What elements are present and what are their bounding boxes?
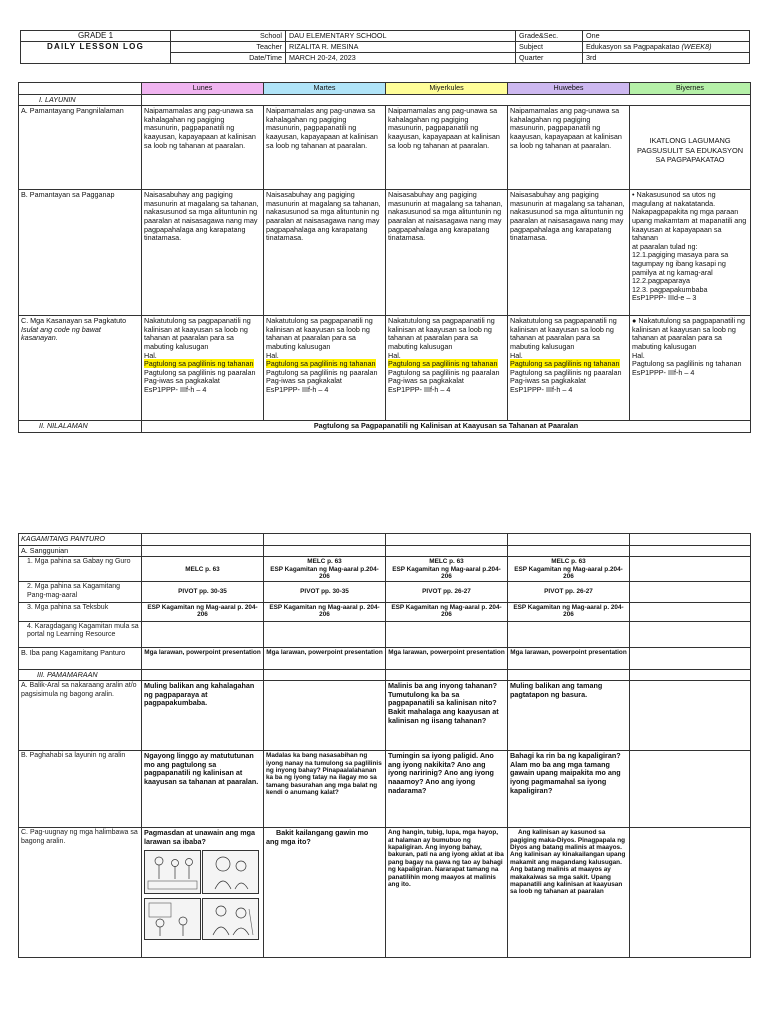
row-label-kasanayan bbox=[19, 316, 142, 421]
a-martes: Naipamamalas ang pag-unawa sa kahalagahan ng pagiging masunurin, pagpapanatili ng kaayusan, kapayapaan at kalinisan sa loob ng tahanan at paaralan. bbox=[264, 106, 386, 190]
b-huwebes: Naisasabuhay ang pagiging masunurin at magalang sa tahanan, nakasusunod sa mga alituntunin ng paaralan at naisasagawa nang may pagpapahalaga ang karapatang tinatamasa. bbox=[508, 190, 630, 316]
pa-martes bbox=[264, 681, 386, 751]
c-huwebes bbox=[508, 316, 630, 421]
blank bbox=[508, 621, 630, 647]
corner-cell bbox=[19, 83, 142, 95]
c-line: Pagtulong sa paglilinis ng paaralan bbox=[388, 367, 500, 377]
blank bbox=[630, 647, 751, 669]
blank bbox=[142, 621, 264, 647]
r3-miyerkules: ESP Kagamitan ng Mag-aaral p. 204-206 bbox=[386, 602, 508, 621]
b-biyernes-line: EsP1PPP- IIId-e – 3 bbox=[632, 293, 697, 303]
section-kagamitan: KAGAMITANG PANTURO bbox=[19, 534, 142, 546]
blank bbox=[508, 545, 630, 557]
section-layunin: I. LAYUNIN bbox=[19, 94, 142, 106]
c-line: Pag-iwas sa pagkakalat bbox=[388, 376, 464, 386]
c-miyerkules bbox=[386, 316, 508, 421]
pc-illustrations bbox=[144, 849, 261, 942]
r1-miyerkules: MELC p. 63 ESP Kagamitan ng Mag-aaral p.204-206 bbox=[386, 557, 508, 582]
blank bbox=[386, 621, 508, 647]
a-lunes: Naipamamalas ang pag-unawa sa kahalagahan ng pagiging masunurin, pagpapanatili ng kaayusan, kapayapaan at kalinisan sa loob ng tahanan at paaralan. bbox=[142, 106, 264, 190]
c-biyernes-line: EsP1PPP- IIIf-h – 4 bbox=[632, 367, 695, 377]
blank bbox=[508, 534, 630, 546]
b-biyernes-line: 12.1.pagiging masaya para sa tagumpay ng ibang kasapi ng pamilya at ng kamag-aral bbox=[632, 250, 729, 277]
illustration-image bbox=[202, 850, 259, 894]
cleaning-illustration-4 bbox=[203, 899, 258, 939]
c-line: EsP1PPP- IIIf-h – 4 bbox=[388, 384, 451, 394]
pc-huwebes: Ang kalinisan ay kasunod sa pagiging maka-Diyos. Pinagpapala ng Diyos ang batang malinis at maayos. Ang kalinisan ay kinakailangan upang makamit ang magandang kalusugan. Ang batang malinis at maayos ay makakaiwas sa mga sakit. Upang mapanatili ang kalinisan at kaayusan sa loob ng tahanan at paaralan bbox=[508, 828, 630, 958]
c-biyernes-line: ● Nakatutulong sa pagpapanatili ng kalinisan at kaayusan sa loob ng tahanan at paaralan para sa mabuting kalusugan bbox=[632, 316, 746, 351]
blank bbox=[630, 557, 751, 582]
r3-huwebes: ESP Kagamitan ng Mag-aaral p. 204-206 bbox=[508, 602, 630, 621]
teacher-label: Teacher bbox=[171, 42, 286, 53]
b-miyerkules: Naisasabuhay ang pagiging masunurin at magalang sa tahanan, nakasusunod sa mga alituntunin ng paaralan at naisasagawa nang may pagpapahalaga ang karapatang tinatamasa. bbox=[386, 190, 508, 316]
grade-label: GRADE 1 bbox=[21, 31, 171, 42]
cleaning-illustration-1 bbox=[145, 851, 200, 893]
c-line: Hal. bbox=[266, 350, 279, 360]
blank bbox=[264, 534, 386, 546]
cleaning-illustration-2 bbox=[203, 851, 258, 893]
b-martes: Mga larawan, powerpoint presentation bbox=[264, 647, 386, 669]
blank bbox=[142, 534, 264, 546]
blank bbox=[630, 545, 751, 557]
blank bbox=[142, 669, 264, 681]
header-table bbox=[20, 30, 750, 64]
kasanayan-sub: Isulat ang code ng bawat kasanayan. bbox=[21, 324, 101, 343]
c-line: Pagtulong sa paglilinis ng paaralan bbox=[144, 367, 256, 377]
r2-martes: PIVOT pp. 30-35 bbox=[264, 582, 386, 602]
b-biyernes-line: at paaralan tulad ng: bbox=[632, 241, 698, 251]
pa-lunes: Muling balikan ang kahalagahan ng pagpaparaya at pagpapakumbaba. bbox=[142, 681, 264, 751]
c-line: Hal. bbox=[510, 350, 523, 360]
paghahabi-label: B. Paghahabi sa layunin ng aralin bbox=[19, 751, 142, 828]
blank bbox=[630, 534, 751, 546]
r2-lunes: PIVOT pp. 30-35 bbox=[142, 582, 264, 602]
r1-lunes: MELC p. 63 bbox=[142, 557, 264, 582]
c-line: Pag-iwas sa pagkakalat bbox=[266, 376, 342, 386]
b-huwebes: Mga larawan, powerpoint presentation bbox=[508, 647, 630, 669]
pc-lunes-text: Pagmasdan at unawain ang mga larawan sa ibaba? bbox=[144, 828, 256, 846]
blank bbox=[630, 828, 751, 958]
b-lunes: Mga larawan, powerpoint presentation bbox=[142, 647, 264, 669]
quarter-label: Quarter bbox=[516, 53, 583, 64]
r3-martes: ESP Kagamitan ng Mag-aaral p. 204-206 bbox=[264, 602, 386, 621]
c-line: Nakatutulong sa pagpapanatili ng kalinisan at kaayusan sa loob ng tahanan at paaralan para sa mabuting kalusugan bbox=[266, 316, 373, 351]
r1-huwebes: MELC p. 63 ESP Kagamitan ng Mag-aaral p.204-206 bbox=[508, 557, 630, 582]
illustration-image bbox=[202, 898, 259, 940]
section-pamamaraan: III. PAMAMARAAN bbox=[19, 669, 142, 681]
day-header-huwebes: Huwebes bbox=[508, 83, 630, 95]
pb-martes: Madalas ka bang nasasabihan ng iyong nanay na tumulong sa paglilinis ng inyong bahay? Pinapaalalahanan ka ba ng iyong tatay na ilagay mo sa tamang basurahan ang mga balat ng kendi o anumang kalat? bbox=[264, 751, 386, 828]
pag-uugnay-label: C. Pag-uugnay ng mga halimbawa sa bagong aralin. bbox=[19, 828, 142, 958]
c-line: Pagtulong sa paglilinis ng paaralan bbox=[510, 367, 622, 377]
c-biyernes-line: Hal. bbox=[632, 350, 645, 360]
c-highlight: Pagtulong sa paglilinis ng tahanan bbox=[266, 359, 376, 369]
day-header-martes: Martes bbox=[264, 83, 386, 95]
b-biyernes bbox=[630, 190, 751, 316]
gradesec-label: Grade&Sec. bbox=[516, 31, 583, 42]
c-line: Nakatutulong sa pagpapanatili ng kalinisan at kaayusan sa loob ng tahanan at paaralan para sa mabuting kalusugan bbox=[144, 316, 251, 351]
day-header-lunes: Lunes bbox=[142, 83, 264, 95]
r2-miyerkules: PIVOT pp. 26-27 bbox=[386, 582, 508, 602]
c-line: Pagtulong sa paglilinis ng paaralan bbox=[266, 367, 378, 377]
blank bbox=[264, 621, 386, 647]
balik-aral-label: A. Balik-Aral sa nakaraang aralin at/o pagsisimula ng bagong aralin. bbox=[19, 681, 142, 751]
blank bbox=[630, 669, 751, 681]
c-highlight: Pagtulong sa paglilinis ng tahanan bbox=[388, 359, 498, 369]
blank bbox=[386, 545, 508, 557]
c-biyernes-line: Pagtulong sa paglilinis ng tahanan bbox=[632, 359, 742, 369]
c-line: Nakatutulong sa pagpapanatili ng kalinisan at kaayusan sa loob ng tahanan at paaralan para sa mabuting kalusugan bbox=[510, 316, 617, 351]
r1-martes: MELC p. 63 ESP Kagamitan ng Mag-aaral p.204-206 bbox=[264, 557, 386, 582]
section-nilalaman: II. NILALAMAN bbox=[19, 421, 142, 433]
illustration-image bbox=[144, 850, 201, 894]
blank bbox=[142, 545, 264, 557]
gradesec-value: One bbox=[583, 31, 750, 42]
subject-text: Edukasyon sa Pagpapakatao bbox=[586, 42, 680, 51]
pb-lunes: Ngayong linggo ay matututunan mo ang pagtulong sa pagpapanatili ng kalinisan at kaayusan sa tahanan at paaralan. bbox=[142, 751, 264, 828]
cleaning-illustration-3 bbox=[145, 899, 200, 939]
day-header-biyernes: Biyernes bbox=[630, 83, 751, 95]
teacher-value: RIZALITA R. MESINA bbox=[286, 42, 516, 53]
blank bbox=[264, 545, 386, 557]
layunin-blank bbox=[142, 94, 751, 106]
log-title: DAILY LESSON LOG bbox=[21, 42, 171, 64]
objectives-table bbox=[18, 82, 751, 433]
c-highlight: Pagtulong sa paglilinis ng tahanan bbox=[144, 359, 254, 369]
r2-huwebes: PIVOT pp. 26-27 bbox=[508, 582, 630, 602]
b-miyerkules: Mga larawan, powerpoint presentation bbox=[386, 647, 508, 669]
c-line: EsP1PPP- IIIf-h – 4 bbox=[266, 384, 329, 394]
c-line: EsP1PPP- IIIf-h – 4 bbox=[144, 384, 207, 394]
c-line: Nakatutulong sa pagpapanatili ng kalinisan at kaayusan sa loob ng tahanan at paaralan para sa mabuting kalusugan bbox=[388, 316, 495, 351]
school-value: DAU ELEMENTARY SCHOOL bbox=[286, 31, 516, 42]
r3-lunes: ESP Kagamitan ng Mag-aaral p. 204-206 bbox=[142, 602, 264, 621]
c-lunes bbox=[142, 316, 264, 421]
blank bbox=[508, 669, 630, 681]
datetime-value: MARCH 20-24, 2023 bbox=[286, 53, 516, 64]
day-header-miyerkules: Miyerkules bbox=[386, 83, 508, 95]
blank bbox=[630, 681, 751, 751]
pa-huwebes: Muling balikan ang tamang pagtatapon ng basura. bbox=[508, 681, 630, 751]
nilalaman-text: Pagtulong sa Pagpapanatili ng Kalinisan at Kaayusan sa Tahanan at Paaralan bbox=[142, 421, 751, 433]
pb-huwebes: Bahagi ka rin ba ng kapaligiran? Alam mo ba ang mga tamang gawain upang maipakita mo ang iyong pagmamahal sa iyong kapaligiran? bbox=[508, 751, 630, 828]
karagdagang-kagamitan-label: 4. Karagdagang Kagamitan mula sa portal ng Learning Resource bbox=[19, 621, 142, 647]
b-biyernes-line: 12.3. pagpapakumbaba bbox=[632, 284, 708, 294]
blank bbox=[264, 669, 386, 681]
a-biyernes: IKATLONG LAGUMANG PAGSUSULIT SA EDUKASYON SA PAGPAPAKATAO bbox=[630, 106, 751, 190]
materials-procedure-table bbox=[18, 533, 751, 958]
iba-pang-kagamitan-label: B. Iba pang Kagamitang Panturo bbox=[19, 647, 142, 669]
a-miyerkules: Naipamamalas ang pag-unawa sa kahalagahan ng pagiging masunurin, pagpapanatili ng kaayusan, kapayapaan at kalinisan sa loob ng tahanan at paaralan. bbox=[386, 106, 508, 190]
row-label-pamantayang-pangnilalaman: A. Pamantayang Pangnilalaman bbox=[19, 106, 142, 190]
b-lunes: Naisasabuhay ang pagiging masunurin at magalang sa tahanan, nakasusunod sa mga alituntunin ng paaralan at naisasagawa nang may pagpapahalaga ang karapatang tinatamasa. bbox=[142, 190, 264, 316]
subject-value bbox=[583, 42, 750, 53]
c-line: Hal. bbox=[388, 350, 401, 360]
blank bbox=[630, 751, 751, 828]
teksbuk-label: 3. Mga pahina sa Teksbuk bbox=[19, 602, 142, 621]
b-biyernes-line: 12.2.pagpaparaya bbox=[632, 276, 690, 286]
pc-miyerkules: Ang hangin, tubig, lupa, mga hayop, at halaman ay bumubuo ng kapaligiran. Ang inyong bahay, bakuran, pati na ang iyong aklat at iba pang bagay na gawa ng tao ay bahagi ng kapaligiran. Nararapat tamang na panatilihin mong maayos at malinis ang ito. bbox=[386, 828, 508, 958]
c-line: EsP1PPP- IIIf-h – 4 bbox=[510, 384, 573, 394]
a-huwebes: Naipamamalas ang pag-unawa sa kahalagahan ng pagiging masunurin, pagpapanatili ng kaayusan, kapayapaan at kalinisan sa loob ng tahanan at paaralan. bbox=[508, 106, 630, 190]
pc-lunes bbox=[142, 828, 264, 958]
subject-label: Subject bbox=[516, 42, 583, 53]
blank bbox=[386, 669, 508, 681]
c-line: Hal. bbox=[144, 350, 157, 360]
datetime-label: Date/Time bbox=[171, 53, 286, 64]
pb-miyerkules: Tumingin sa iyong paligid. Ano ang iyong nakikita? Ano ang iyong naririnig? Ano ang iyong naaamoy? Ano ang iyong nadarama? bbox=[386, 751, 508, 828]
c-biyernes bbox=[630, 316, 751, 421]
blank bbox=[630, 621, 751, 647]
sanggunian-label: A. Sanggunian bbox=[19, 545, 142, 557]
c-martes bbox=[264, 316, 386, 421]
kasanayan-title: C. Mga Kasanayan sa Pagkatuto bbox=[21, 316, 127, 326]
pa-miyerkules: Malinis ba ang inyong tahanan? Tumutulong ka ba sa pagpapanatili sa kalinisan nito? Bakit mahalaga ang kaayusan at kalinisan ng iisang tahanan? bbox=[386, 681, 508, 751]
b-martes: Naisasabuhay ang pagiging masunurin at magalang sa tahanan, nakasusunod sa mga alituntunin ng paaralan at naisasagawa nang may pagpapahalaga ang karapatang tinatamasa. bbox=[264, 190, 386, 316]
b-biyernes-line: • Nakasusunod sa utos ng magulang at nakatatanda. Nakapagpapakita ng mga paraan upang makamtam at mapanatili ang kaayusan at kapayapaan sa tahanan bbox=[632, 190, 747, 243]
blank bbox=[630, 582, 751, 602]
kagamitang-mag-aaral-label: 2. Mga pahina sa Kagamitang Pang-mag-aaral bbox=[19, 582, 142, 602]
blank bbox=[386, 534, 508, 546]
school-label: School bbox=[171, 31, 286, 42]
c-highlight: Pagtulong sa paglilinis ng tahanan bbox=[510, 359, 620, 369]
gabay-guro-label: 1. Mga pahina sa Gabay ng Guro bbox=[19, 557, 142, 582]
c-line: Pag-iwas sa pagkakalat bbox=[510, 376, 586, 386]
row-label-pamantayan-sa-pagganap: B. Pamantayan sa Pagganap bbox=[19, 190, 142, 316]
blank bbox=[630, 602, 751, 621]
subject-week: (WEEK8) bbox=[681, 42, 712, 51]
quarter-value: 3rd bbox=[583, 53, 750, 64]
pc-martes: Bakit kailangang gawin mo ang mga ito? bbox=[264, 828, 386, 958]
c-line: Pag-iwas sa pagkakalat bbox=[144, 376, 220, 386]
illustration-image bbox=[144, 898, 201, 940]
